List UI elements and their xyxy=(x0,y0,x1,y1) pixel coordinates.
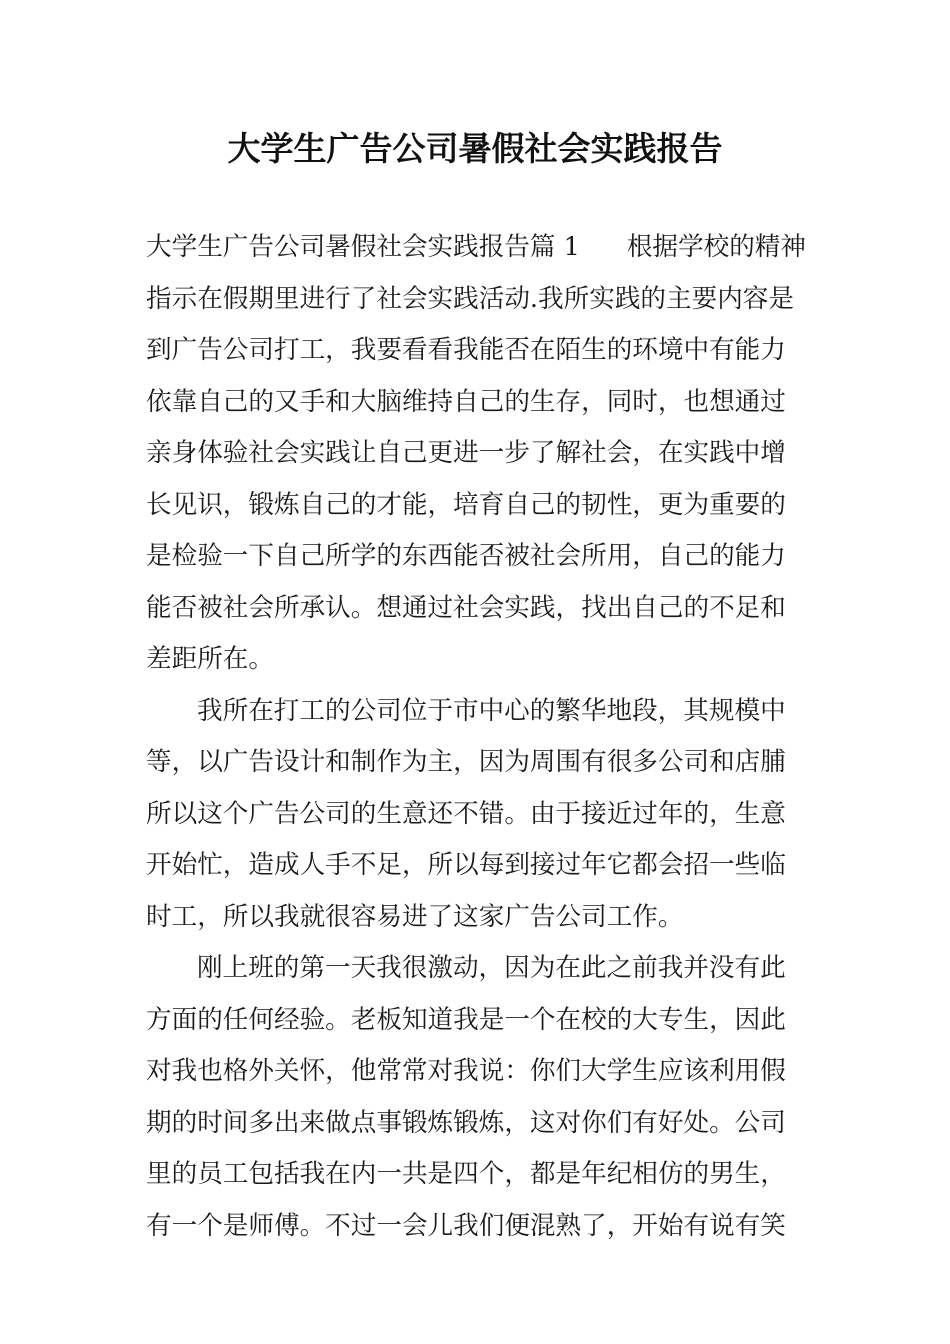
paragraph-line: 方面的任何经验。老板知道我是一个在校的大专生，因此 xyxy=(146,1004,786,1035)
paragraph-line: 等，以广告设计和制作为主，因为周围有很多公司和店脯 xyxy=(146,747,786,777)
paragraph-line: 我所在打工的公司位于市中心的繁华地段，其规模中 xyxy=(197,695,786,726)
paragraph-line: 刚上班的第一天我很激动，因为在此之前我并没有此 xyxy=(197,953,786,983)
paragraph-line: 亲身体验社会实践让自己更进一步了解社会，在实践中增 xyxy=(146,438,786,468)
document-title: 大学生广告公司暑假社会实践报告 xyxy=(227,129,723,168)
paragraph-line: 所以这个广告公司的生意还不错。由于接近过年的，生意 xyxy=(146,798,786,829)
paragraph-line: 差距所在。 xyxy=(146,644,274,674)
paragraph-line: 期的时间多出来做点事锻炼锻炼，这对你们有好处。公司 xyxy=(146,1107,786,1138)
first-line xyxy=(146,222,806,274)
first-line-text: 根据学校的精神 xyxy=(626,232,806,262)
paragraph-line: 能否被社会所承认。想通过社会实践，找出自己的不足和 xyxy=(146,592,786,623)
paragraph-line: 是检验一下自己所学的东西能否被社会所用，自己的能力 xyxy=(146,541,786,571)
paragraph-line: 时工，所以我就很容易进了这家广告公司工作。 xyxy=(146,901,684,932)
paragraph-line: 对我也格外关怀，他常常对我说：你们大学生应该利用假 xyxy=(146,1056,786,1086)
paragraph-line: 长见识，锻炼自己的才能，培育自己的韧性，更为重要的 xyxy=(146,489,786,520)
document-body xyxy=(146,222,806,1252)
paragraph-line: 指示在假期里进行了社会实践活动.我所实践的主要内容是 xyxy=(146,283,794,314)
section-heading: 大学生广告公司暑假社会实践报告篇 1 xyxy=(146,232,580,262)
paragraph-line: 开始忙，造成人手不足，所以每到接过年它都会招一些临 xyxy=(146,850,786,880)
paragraph-line: 里的员工包括我在内一共是四个，都是年纪相仿的男生， xyxy=(146,1159,786,1189)
paragraph-line: 依靠自己的又手和大脑维持自己的生存，同时，也想通过 xyxy=(146,386,786,417)
paragraph-line: 有一个是师傅。不过一会儿我们便混熟了，开始有说有笑 xyxy=(146,1210,786,1241)
paragraph-line: 到广告公司打工，我要看看我能否在陌生的环境中有能力 xyxy=(146,335,786,365)
